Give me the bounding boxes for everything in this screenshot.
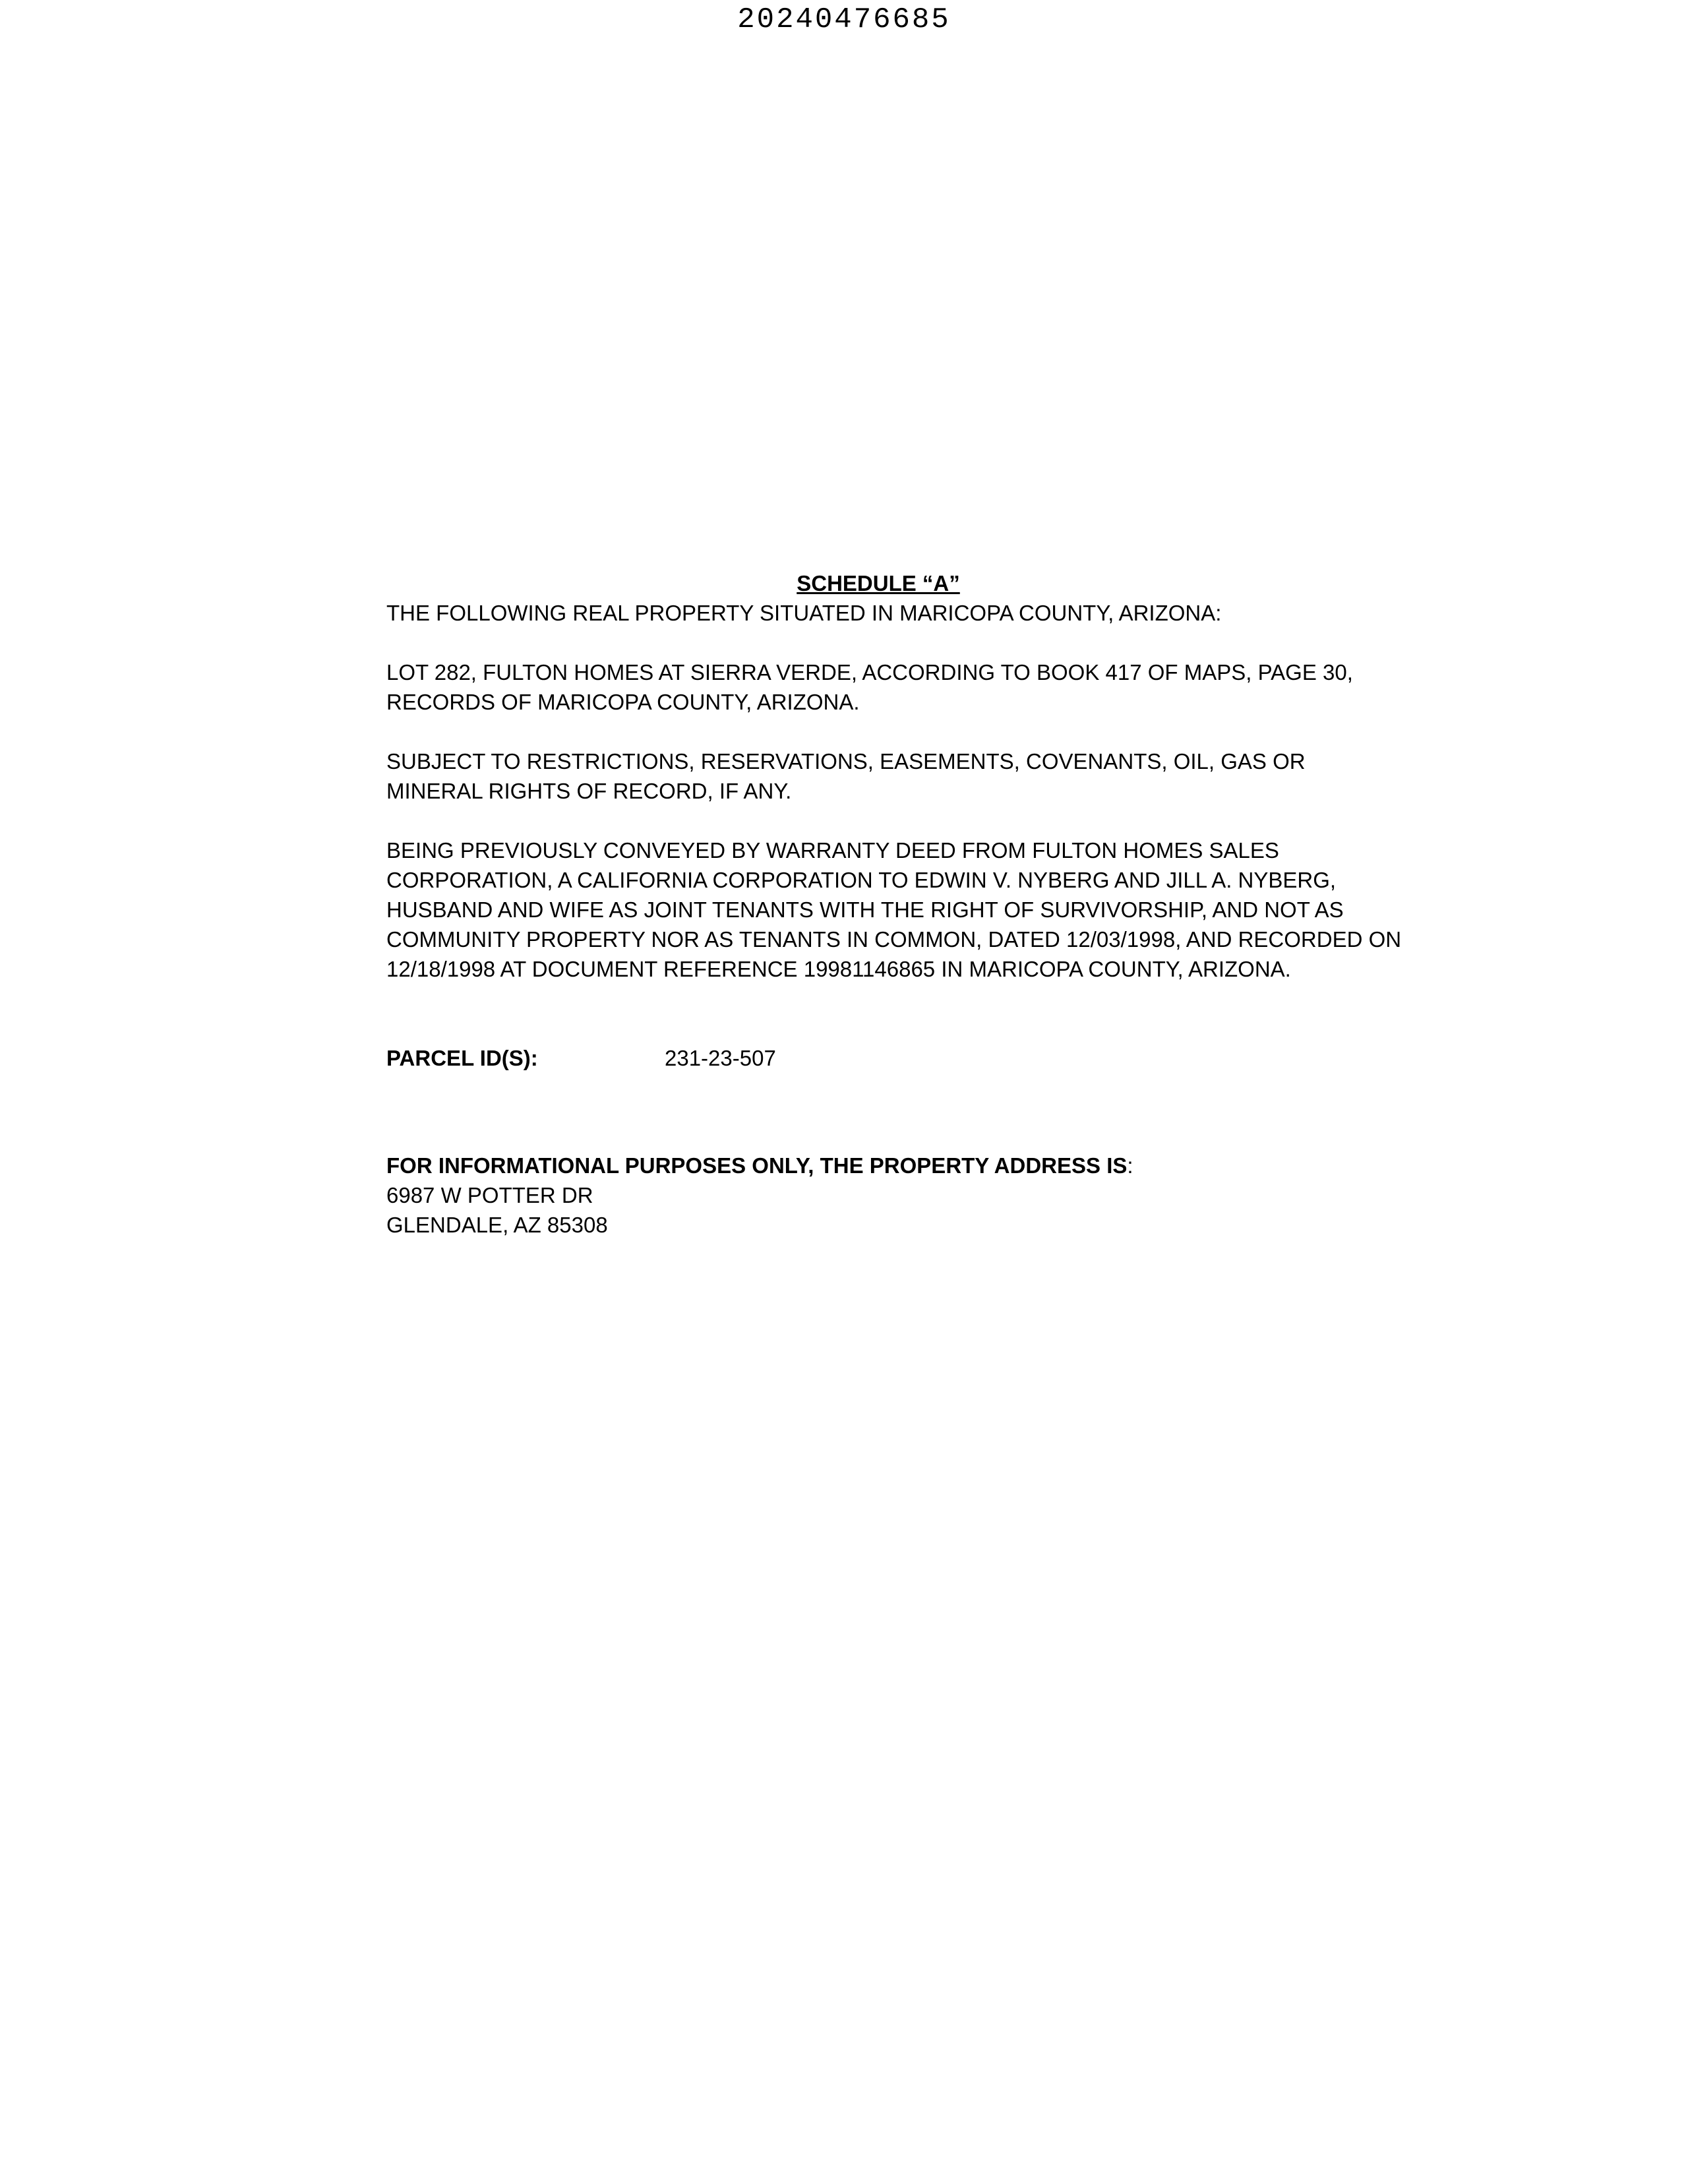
property-address-line2: GLENDALE, AZ 85308 — [386, 1213, 608, 1237]
property-address-label: FOR INFORMATIONAL PURPOSES ONLY, THE PROPERTY ADDRESS IS — [386, 1153, 1128, 1178]
parcel-id-row — [386, 1043, 1402, 1073]
property-intro: THE FOLLOWING REAL PROPERTY SITUATED IN MARICOPA COUNTY, ARIZONA: — [386, 601, 1222, 625]
property-address-heading — [386, 1151, 1402, 1180]
spacer — [386, 984, 1402, 1043]
parcel-id-label: PARCEL ID(S): — [386, 1046, 538, 1070]
legal-description-lot: LOT 282, FULTON HOMES AT SIERRA VERDE, ACCORDING TO BOOK 417 OF MAPS, PAGE 30, RECORDS OF MARICOPA COUNTY, ARIZONA. — [386, 660, 1353, 714]
schedule-a-section — [386, 568, 1402, 1240]
legal-description-restrictions: SUBJECT TO RESTRICTIONS, RESERVATIONS, EASEMENTS, COVENANTS, OIL, GAS OR MINERAL RIGHTS OF RECORD, IF ANY. — [386, 749, 1306, 803]
spacer — [386, 806, 1402, 835]
spacer — [386, 717, 1402, 746]
schedule-title: SCHEDULE “A” — [797, 571, 960, 595]
spacer — [386, 1073, 1402, 1132]
spacer — [386, 628, 1402, 657]
spacer — [386, 1132, 1402, 1151]
property-address-line1: 6987 W POTTER DR — [386, 1183, 593, 1207]
document-number: 20240476685 — [737, 3, 951, 36]
legal-description-vesting: BEING PREVIOUSLY CONVEYED BY WARRANTY DEED FROM FULTON HOMES SALES CORPORATION, A CALIFORNIA CORPORATION TO EDWIN V. NYBERG AND JILL A. NYBERG, HUSBAND AND WIFE AS JOINT TENANTS WITH THE RIGHT OF SURVIVORSHIP, AND NOT AS COMMUNITY PROPERTY NOR AS TENANTS IN COMMON, DATED 12/03/1998, AND RECORDED ON 12/18/1998 AT DOCUMENT REFERENCE 19981146865 IN MARICOPA COUNTY, ARIZONA. — [386, 838, 1402, 981]
property-address-label-colon: : — [1127, 1153, 1133, 1178]
parcel-id-value: 231-23-507 — [665, 1046, 776, 1070]
